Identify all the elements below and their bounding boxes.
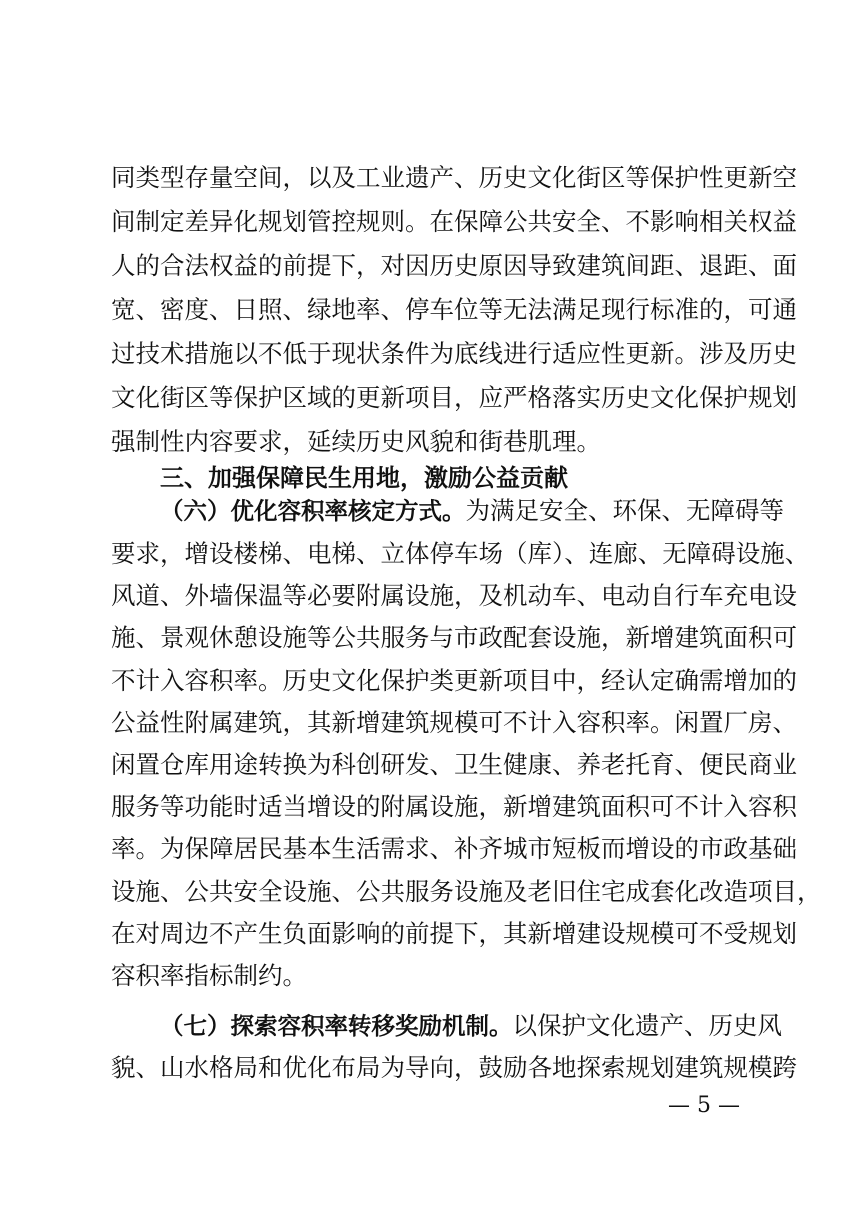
paragraph-line: 强制性内容要求，延续历史风貌和街巷肌理。: [111, 427, 601, 456]
paragraph-line: 容积率指标制约。: [111, 961, 307, 990]
paragraph-line: 在对周边不产生负面影响的前提下，其新增建设规模可不受规划: [111, 918, 797, 948]
paragraph-line: 施、景观休憩设施等公共服务与市政配套设施，新增建筑面积可: [111, 623, 797, 653]
paragraph-line: 过技术措施以不低于现状条件为底线进行适应性更新。涉及历史: [111, 339, 797, 368]
paragraph-line: 不计入容积率。历史文化保护类更新项目中，经认定确需增加的: [111, 665, 797, 695]
paragraph-line: 貌、山水格局和优化布局为导向，鼓励各地探索规划建筑规模跨: [111, 1053, 797, 1083]
paragraph-line: 服务等功能时适当增设的附属设施，新增建筑面积可不计入容积: [111, 792, 797, 822]
section-heading: 三、加强保障民生用地，激励公益贡献: [160, 464, 568, 492]
subheading: （六）优化容积率核定方式。: [160, 497, 466, 525]
paragraph-line: 率。为保障居民基本生活需求、补齐城市短板而增设的市政基础: [111, 834, 797, 864]
paragraph-line: 风道、外墙保温等必要附属设施，及机动车、电动自行车充电设: [111, 581, 797, 611]
paragraph-text: 为满足安全、环保、无障碍等: [465, 496, 784, 525]
paragraph-line: 文化街区等保护区域的更新项目，应严格落实历史文化保护规划: [111, 383, 797, 412]
page-number: — 5 —: [668, 1093, 740, 1118]
paragraph-line: 设施、公共安全设施、公共服务设施及老旧住宅成套化改造项目，: [111, 876, 822, 906]
paragraph-line: 要求，增设楼梯、电梯、立体停车场（库）、连廊、无障碍设施、: [111, 539, 810, 568]
paragraph-line: 人的合法权益的前提下，对因历史原因导致建筑间距、退距、面: [111, 251, 797, 280]
paragraph-text: 以保护文化遗产、历史风: [512, 1011, 782, 1041]
paragraph-first-line: [160, 491, 784, 531]
paragraph-line: 公益性附属建筑，其新增建筑规模可不计入容积率。闲置厂房、: [111, 707, 797, 737]
paragraph-line: 宽、密度、日照、绿地率、停车位等无法满足现行标准的，可通: [111, 295, 797, 324]
paragraph-line: 同类型存量空间，以及工业遗产、历史文化街区等保护性更新空: [111, 163, 797, 192]
paragraph-first-line: [160, 1006, 782, 1046]
paragraph-line: 间制定差异化规划管控规则。在保障公共安全、不影响相关权益: [111, 207, 797, 236]
paragraph-line: 闲置仓库用途转换为科创研发、卫生健康、养老托育、便民商业: [111, 750, 797, 779]
subheading: （七）探索容积率转移奖励机制。: [160, 1012, 513, 1041]
